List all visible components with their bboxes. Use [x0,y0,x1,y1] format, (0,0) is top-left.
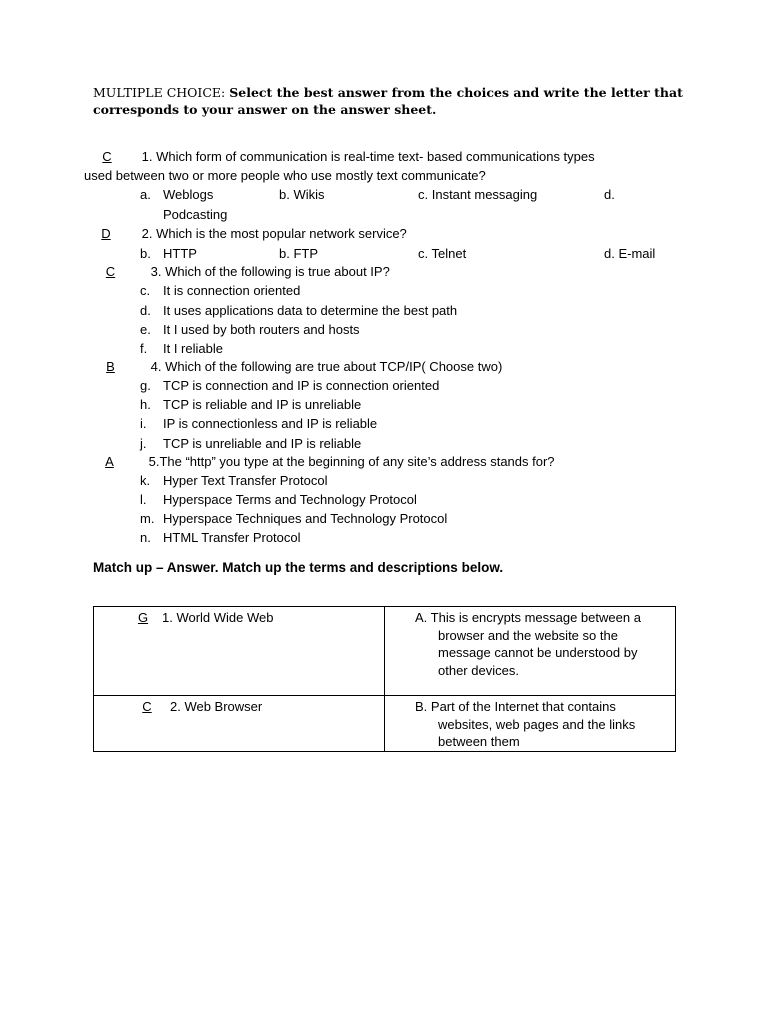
option-text: Weblogs [163,187,214,202]
match-row [94,607,676,696]
match-term-text: 1. World Wide Web [162,610,274,625]
question-4-stem [84,357,502,376]
option-text: HTTP [163,246,197,261]
section-lead: MULTIPLE CHOICE: [93,85,226,100]
option-text: Hyperspace Terms and Technology Protocol [163,492,417,507]
match-section-title: Match up – Answer. Match up the terms and descriptions below. [93,560,504,575]
match-description-cell [385,696,676,752]
option-letter: l. [140,492,147,507]
question-5-stem [84,452,555,471]
answer-blank-2[interactable]: D [101,226,111,241]
answer-blank-3[interactable]: C [105,264,116,279]
option-letter: d. [140,303,151,318]
match-term-cell [94,696,385,752]
option-text: Hyper Text Transfer Protocol [163,473,328,488]
match-term-text: 2. Web Browser [170,699,263,714]
option-letter: i. [140,416,147,431]
option-letter: g. [140,378,151,393]
match-term-cell [94,607,385,696]
match-row [94,696,676,752]
option-text: Podcasting [163,207,228,222]
answer-blank-5[interactable]: A [105,454,114,469]
match-term [94,696,384,715]
option-text: d. [604,187,615,202]
option-text: c. Instant messaging [418,187,538,202]
option-text: TCP is connection and IP is connection oriented [163,378,440,393]
option-text: It I reliable [163,341,223,356]
option-letter: j. [140,436,147,451]
match-table [93,606,676,752]
option-text: It uses applications data to determine the best path [163,303,458,318]
option-text: c. Telnet [418,246,467,261]
match-description-cell [385,607,676,696]
option-text: IP is connectionless and IP is reliable [163,416,378,431]
question-2-text: 2. Which is the most popular network service? [141,226,407,241]
question-4-text: 4. Which of the following are true about TCP/IP( Choose two) [150,359,503,374]
match-description-text: A. This is encrypts message between a browser and the website so the message cannot be understood by other devices. [415,610,641,678]
answer-blank-1[interactable]: C [102,149,112,164]
option-text: b. Wikis [279,187,325,202]
option-text: TCP is reliable and IP is unreliable [163,397,362,412]
option-letter: m. [140,511,155,526]
question-3-text: 3. Which of the following is true about IP? [150,264,390,279]
question-1-text: 1. Which form of communication is real-time text- based communications types [141,149,595,164]
match-description [385,696,675,751]
option-letter: f. [140,341,148,356]
option-text: Hyperspace Techniques and Technology Protocol [163,511,448,526]
option-text: b. FTP [279,246,319,261]
option-letter: k. [140,473,151,488]
question-1-text-continued: used between two or more people who use mostly text communicate? [84,168,486,183]
answer-blank-4[interactable]: B [106,359,115,374]
option-text: TCP is unreliable and IP is reliable [163,436,362,451]
match-answer-blank-1[interactable]: G [137,610,149,625]
option-letter: c. [140,283,151,298]
match-description [385,607,675,679]
question-3-stem [84,262,390,281]
option-letter: e. [140,322,151,337]
option-letter: n. [140,530,151,545]
option-letter: b. [140,246,151,261]
option-text: It is connection oriented [163,283,301,298]
section-instruction: Select the best answer from the choices and write the letter that corresponds to your answer on the answer sheet. [93,85,683,117]
match-answer-blank-2[interactable]: C [142,699,152,714]
question-2-stem [84,224,407,243]
match-description-text: B. Part of the Internet that contains websites, web pages and the links between them [415,699,636,750]
option-text: It I used by both routers and hosts [163,322,360,337]
option-letter: a. [140,187,151,202]
question-1-stem [84,147,595,166]
option-text: HTML Transfer Protocol [163,530,301,545]
instructions-header [93,84,693,118]
match-term [94,607,384,626]
option-letter: h. [140,397,151,412]
option-text: d. E-mail [604,246,656,261]
question-5-text: 5.The “http” you type at the beginning of any site’s address stands for? [148,454,555,469]
